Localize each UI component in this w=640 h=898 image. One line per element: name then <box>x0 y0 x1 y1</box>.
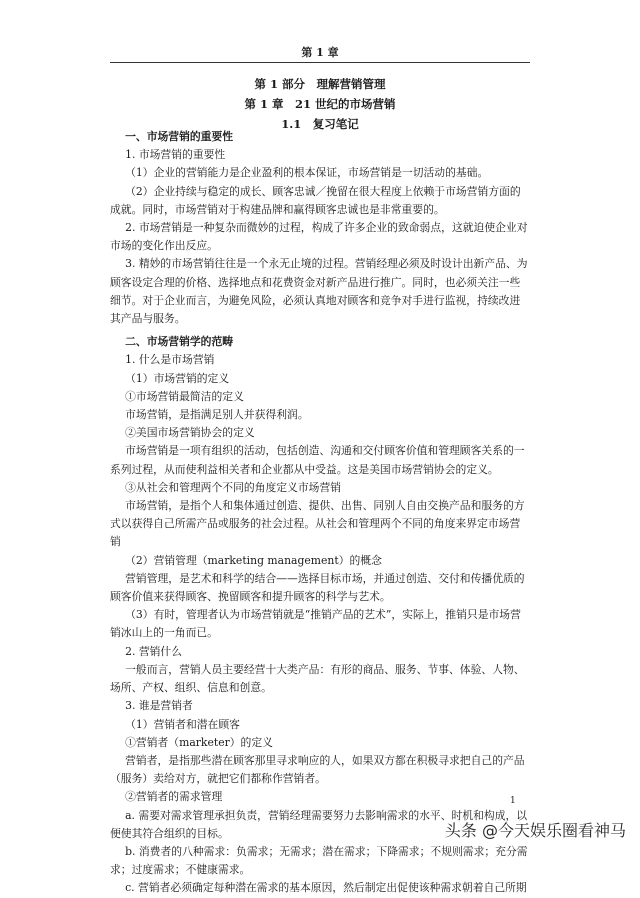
paragraph: （3）有时，管理者认为市场营销就是“推销产品的艺术”，实际上，推销只是市场营销冰山上的一角而已。 <box>110 608 521 640</box>
paragraph: 2. 市场营销是一种复杂而微妙的过程，构成了许多企业的致命弱点，这就迫使企业对市场的变化作出反应。 <box>110 221 528 253</box>
paragraph: 1. 什么是市场营销 <box>125 353 215 367</box>
paragraph: ②美国市场营销协会的定义 <box>125 426 255 440</box>
title-block <box>0 74 640 134</box>
paragraph: ②营销者的需求管理 <box>125 790 223 804</box>
paragraph: 2. 营销什么 <box>125 644 183 658</box>
header-rule <box>110 62 530 63</box>
paragraph: 市场营销，是指个人和集体通过创造、提供、出售、同别人自由交换产品和服务的方式以获得自己所需产品或服务的社会过程。从社会和管理两个不同的角度来界定市场营销 <box>110 499 525 549</box>
paragraph: ③从社会和管理两个不同的角度定义市场营销 <box>125 480 342 494</box>
page-number: 1 <box>510 796 516 806</box>
paragraph: （2）营销管理（marketing management）的概念 <box>125 553 382 567</box>
paragraph: c. 营销者必须确定每种潜在需求的基本原因，然后制定出促使该种需求朝着自己所期 <box>125 881 527 895</box>
body-text <box>110 128 530 898</box>
paragraph: （2）企业持续与稳定的成长、顾客忠诚／挽留在很大程度上依赖于市场营销方面的成就。同时，市场营销对于构建品牌和赢得顾客忠诚也是非常重要的。 <box>110 184 521 216</box>
paragraph: 营销管理，是艺术和科学的结合——选择目标市场，并通过创造、交付和传播优质的顾客价值来获得顾客、挽留顾客和提升顾客的科学与艺术。 <box>110 571 525 604</box>
section-heading: 二、市场营销学的范畴 <box>125 335 234 349</box>
paragraph: 市场营销，是指满足别人并获得利润。 <box>125 408 309 422</box>
paragraph: ①市场营销最简洁的定义 <box>125 389 244 403</box>
paragraph: （1）营销者和潜在顾客 <box>125 717 240 731</box>
chapter-title: 第 1 章 21 世纪的市场营销 <box>244 97 396 111</box>
paragraph: 3. 精妙的市场营销往往是一个永无止境的过程。营销经理必须及时设计出新产品、为顾客设定合理的价格、选择地点和花费资金对新产品进行推广。同时，也必须关注一些细节。对于企业而言，为避免风险，必须认真地对顾客和竞争对手进行监视，持续改进其产品与服务。 <box>110 257 528 326</box>
paragraph: （1）市场营销的定义 <box>125 371 230 385</box>
running-header: 第 1 章 <box>301 46 339 59</box>
watermark: 头条 @今天娱乐圈看神马 <box>444 821 626 840</box>
paragraph: 一般而言，营销人员主要经营十大类产品：有形的商品、服务、节事、体验、人物、场所、产权、组织、信息和创意。 <box>110 662 525 695</box>
paragraph: 3. 谁是营销者 <box>125 699 193 713</box>
paragraph: ①营销者（marketer）的定义 <box>125 735 273 749</box>
paragraph: 市场营销是一项有组织的活动，包括创造、沟通和交付顾客价值和管理顾客关系的一系列过程，从而使利益相关者和企业都从中受益。这是美国市场营销协会的定义。 <box>110 444 525 476</box>
paragraph: b. 消费者的八种需求：负需求；无需求；潜在需求；下降需求；不规则需求；充分需求；过度需求；不健康需求。 <box>110 844 528 877</box>
part-title: 第 1 部分 理解营销管理 <box>254 77 386 91</box>
paragraph: （1）企业的营销能力是企业盈利的根本保证，市场营销是一切活动的基础。 <box>125 166 489 180</box>
section-title: 1.1 复习笔记 <box>281 117 359 131</box>
paragraph: 营销者，是指那些潜在顾客那里寻求响应的人，如果双方都在积极寻求把自己的产品（服务）卖给对方，就把它们都称作营销者。 <box>110 753 525 786</box>
paragraph: 1. 市场营销的重要性 <box>125 148 226 162</box>
section-heading: 一、市场营销的重要性 <box>125 130 234 143</box>
paragraph: a. 需要对需求管理承担负责，营销经理需要努力去影响需求的水平、时机和构成，以便使其符合组织的目标。 <box>110 808 528 840</box>
